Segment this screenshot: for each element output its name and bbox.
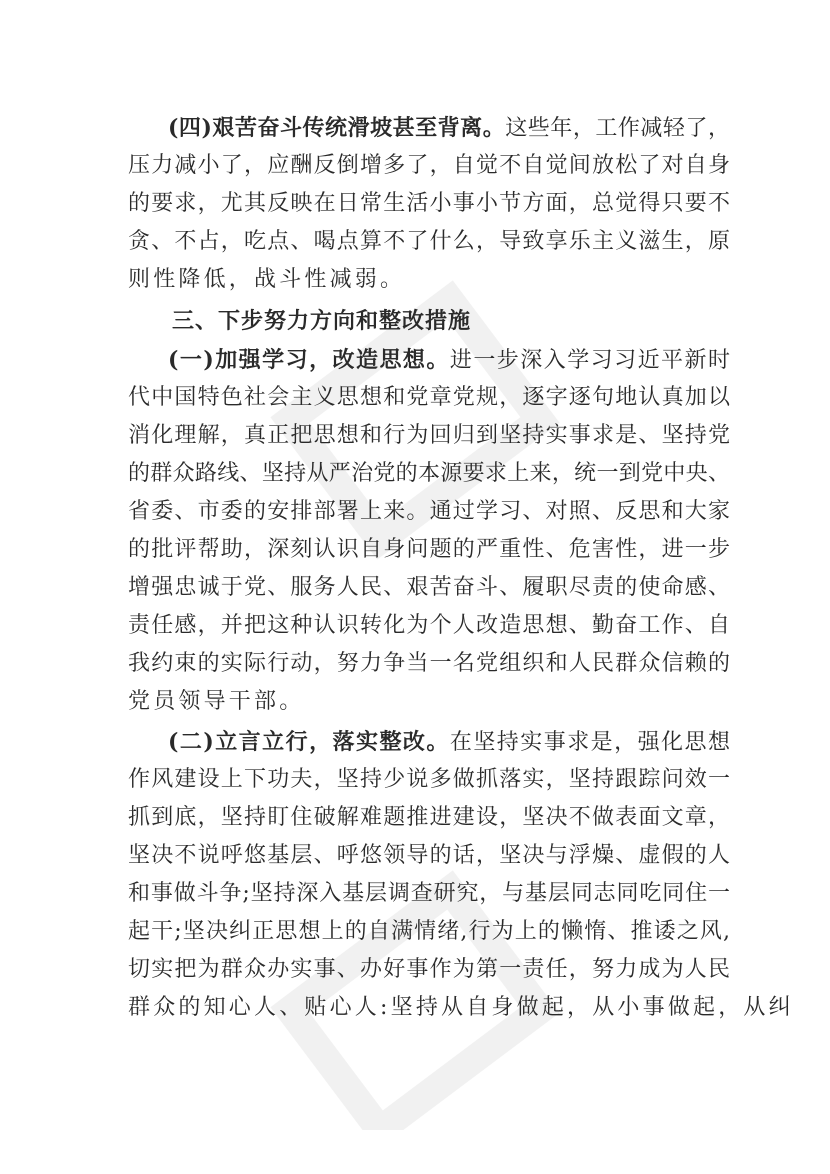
measure-two-paragraph-line [128, 723, 730, 761]
section-four-paragraph-lead: (四)艰苦奋斗传统滑坡甚至背离。 [168, 115, 506, 141]
paragraph-text: 进一步深入学习习近平新时 [449, 348, 730, 373]
section-four-paragraph-line [128, 147, 730, 185]
paragraph-text: 代中国特色社会主义思想和党章党规，逐字逐句地认真加以 [128, 385, 730, 410]
paragraph-text: 在坚持实事求是，强化思想 [449, 730, 730, 755]
paragraph-text: 压力减小了，应酬反倒增多了，自觉不自觉间放松了对自身 [128, 153, 730, 178]
measure-one-paragraph-line [128, 569, 730, 607]
paragraph-text: 和事做斗争;坚持深入基层调查研究，与基层同志同吃同住一 [128, 881, 730, 906]
measure-two-paragraph-line [128, 799, 730, 837]
paragraph-text: 则性降低，战斗性减弱。 [128, 267, 406, 292]
paragraph-text: 群众的知心人、贴心人:坚持从自身做起，从小事做起，从纠 [128, 995, 794, 1020]
paragraph-text: 作风建设上下功夫，坚持少说多做抓落实，坚持跟踪问效一 [128, 767, 730, 792]
measure-two-paragraph-line [128, 875, 730, 913]
measure-one-paragraph-line [128, 341, 730, 379]
paragraph-text: 贪、不占，吃点、喝点算不了什么，导致享乐主义滋生，原 [128, 229, 730, 254]
measure-two-paragraph-line [128, 913, 730, 951]
measure-one-paragraph-line [128, 417, 730, 455]
paragraph-text: 我约束的实际行动，努力争当一名党组织和人民群众信赖的 [128, 651, 730, 676]
measure-one-paragraph-line [128, 493, 730, 531]
paragraph-text: 责任感，并把这种认识转化为个人改造思想、勤奋工作、自 [128, 613, 730, 638]
section-four-paragraph-line [128, 261, 730, 299]
paragraph-text: 起干;坚决纠正思想上的自满情绪,行为上的懒惰、推诿之风, [128, 919, 730, 944]
paragraph-text: 抓到底，坚持盯住破解难题推进建设，坚决不做表面文章， [128, 805, 730, 830]
measure-two-paragraph-lead: (二)立言立行，落实整改。 [168, 729, 450, 755]
paragraph-text: 的批评帮助，深刻认识自身问题的严重性、危害性，进一步 [128, 537, 730, 562]
measure-one-paragraph-line [128, 455, 730, 493]
measure-two-paragraph-line [128, 989, 794, 1027]
measure-one-paragraph-line [128, 379, 730, 417]
measure-one-paragraph-lead: (一)加强学习，改造思想。 [168, 347, 450, 373]
measure-one-paragraph-line [128, 645, 730, 683]
paragraph-text: 党员领导干部。 [128, 689, 305, 714]
measure-one-paragraph-line [128, 607, 730, 645]
measure-one-paragraph-line [128, 531, 730, 569]
paragraph-text: 的群众路线、坚持从严治党的本源要求上来，统一到党中央、 [128, 461, 730, 486]
paragraph-text: 消化理解，真正把思想和行为回归到坚持实事求是、坚持党 [128, 423, 730, 448]
measure-two-paragraph-line [128, 761, 730, 799]
section-heading: 三、下步努力方向和整改措施 [172, 309, 472, 334]
measure-two-paragraph-line [128, 837, 730, 875]
paragraph-text: 切实把为群众办实事、办好事作为第一责任，努力成为人民 [128, 957, 730, 982]
paragraph-text: 坚决不说呼悠基层、呼悠领导的话，坚决与浮燥、虚假的人 [128, 843, 730, 868]
section-four-paragraph-line [128, 185, 730, 223]
paragraph-text: 增强忠诚于党、服务人民、艰苦奋斗、履职尽责的使命感、 [128, 575, 730, 600]
paragraph-text: 的要求，尤其反映在日常生活小事小节方面，总觉得只要不 [128, 191, 730, 216]
paragraph-text: 这些年，工作减轻了， [505, 116, 730, 141]
measure-one-paragraph-line [128, 683, 730, 721]
section-four-paragraph-line [128, 109, 730, 147]
measure-two-paragraph-line [128, 951, 730, 989]
paragraph-text: 省委、市委的安排部署上来。通过学习、对照、反思和大家 [128, 499, 730, 524]
section-four-paragraph-line [128, 223, 730, 261]
